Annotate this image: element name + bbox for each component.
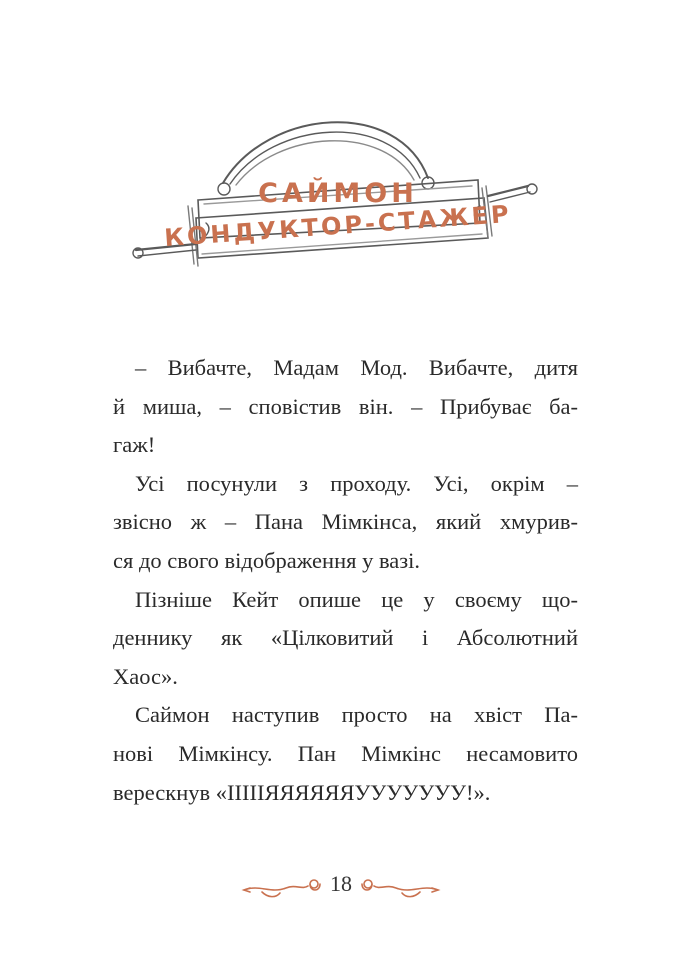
text-line: деннику як «Цілковитий і Абсолютний <box>113 625 578 651</box>
text-line: Усі посунули з проходу. Усі, окрім – <box>135 470 578 496</box>
text-line: звісно ж – Пана Мімкінса, який хмурив- <box>113 509 578 535</box>
conductor-name-sign <box>128 88 548 293</box>
text-line: гаж! <box>113 432 156 458</box>
page-footer <box>240 868 442 908</box>
text-line: Хаос». <box>113 663 178 689</box>
text-line: – Вибачте, Мадам Мод. Вибачте, дитя <box>135 355 578 380</box>
text-line: нові Мімкінсу. Пан Мімкінс несамовито <box>113 740 578 766</box>
text-line: верескнув «ІІІІІЯЯЯЯЯЯУУУУУУУ!». <box>113 779 491 805</box>
text-line: ся до свого відображення у вазі. <box>113 547 421 573</box>
text-line: Пізніше Кейт опише це у своєму що- <box>135 586 578 612</box>
text-line: Саймон наступив просто на хвіст Па- <box>135 702 578 728</box>
story-text <box>113 349 578 812</box>
page-number: 18 <box>330 871 352 896</box>
text-line: й миша, – сповістив він. – Прибуває ба- <box>113 393 578 419</box>
sign-role-label: КОНДУКТОР-СТАЖЕР <box>163 199 513 253</box>
sign-name-label: САЙМОН <box>258 178 418 209</box>
